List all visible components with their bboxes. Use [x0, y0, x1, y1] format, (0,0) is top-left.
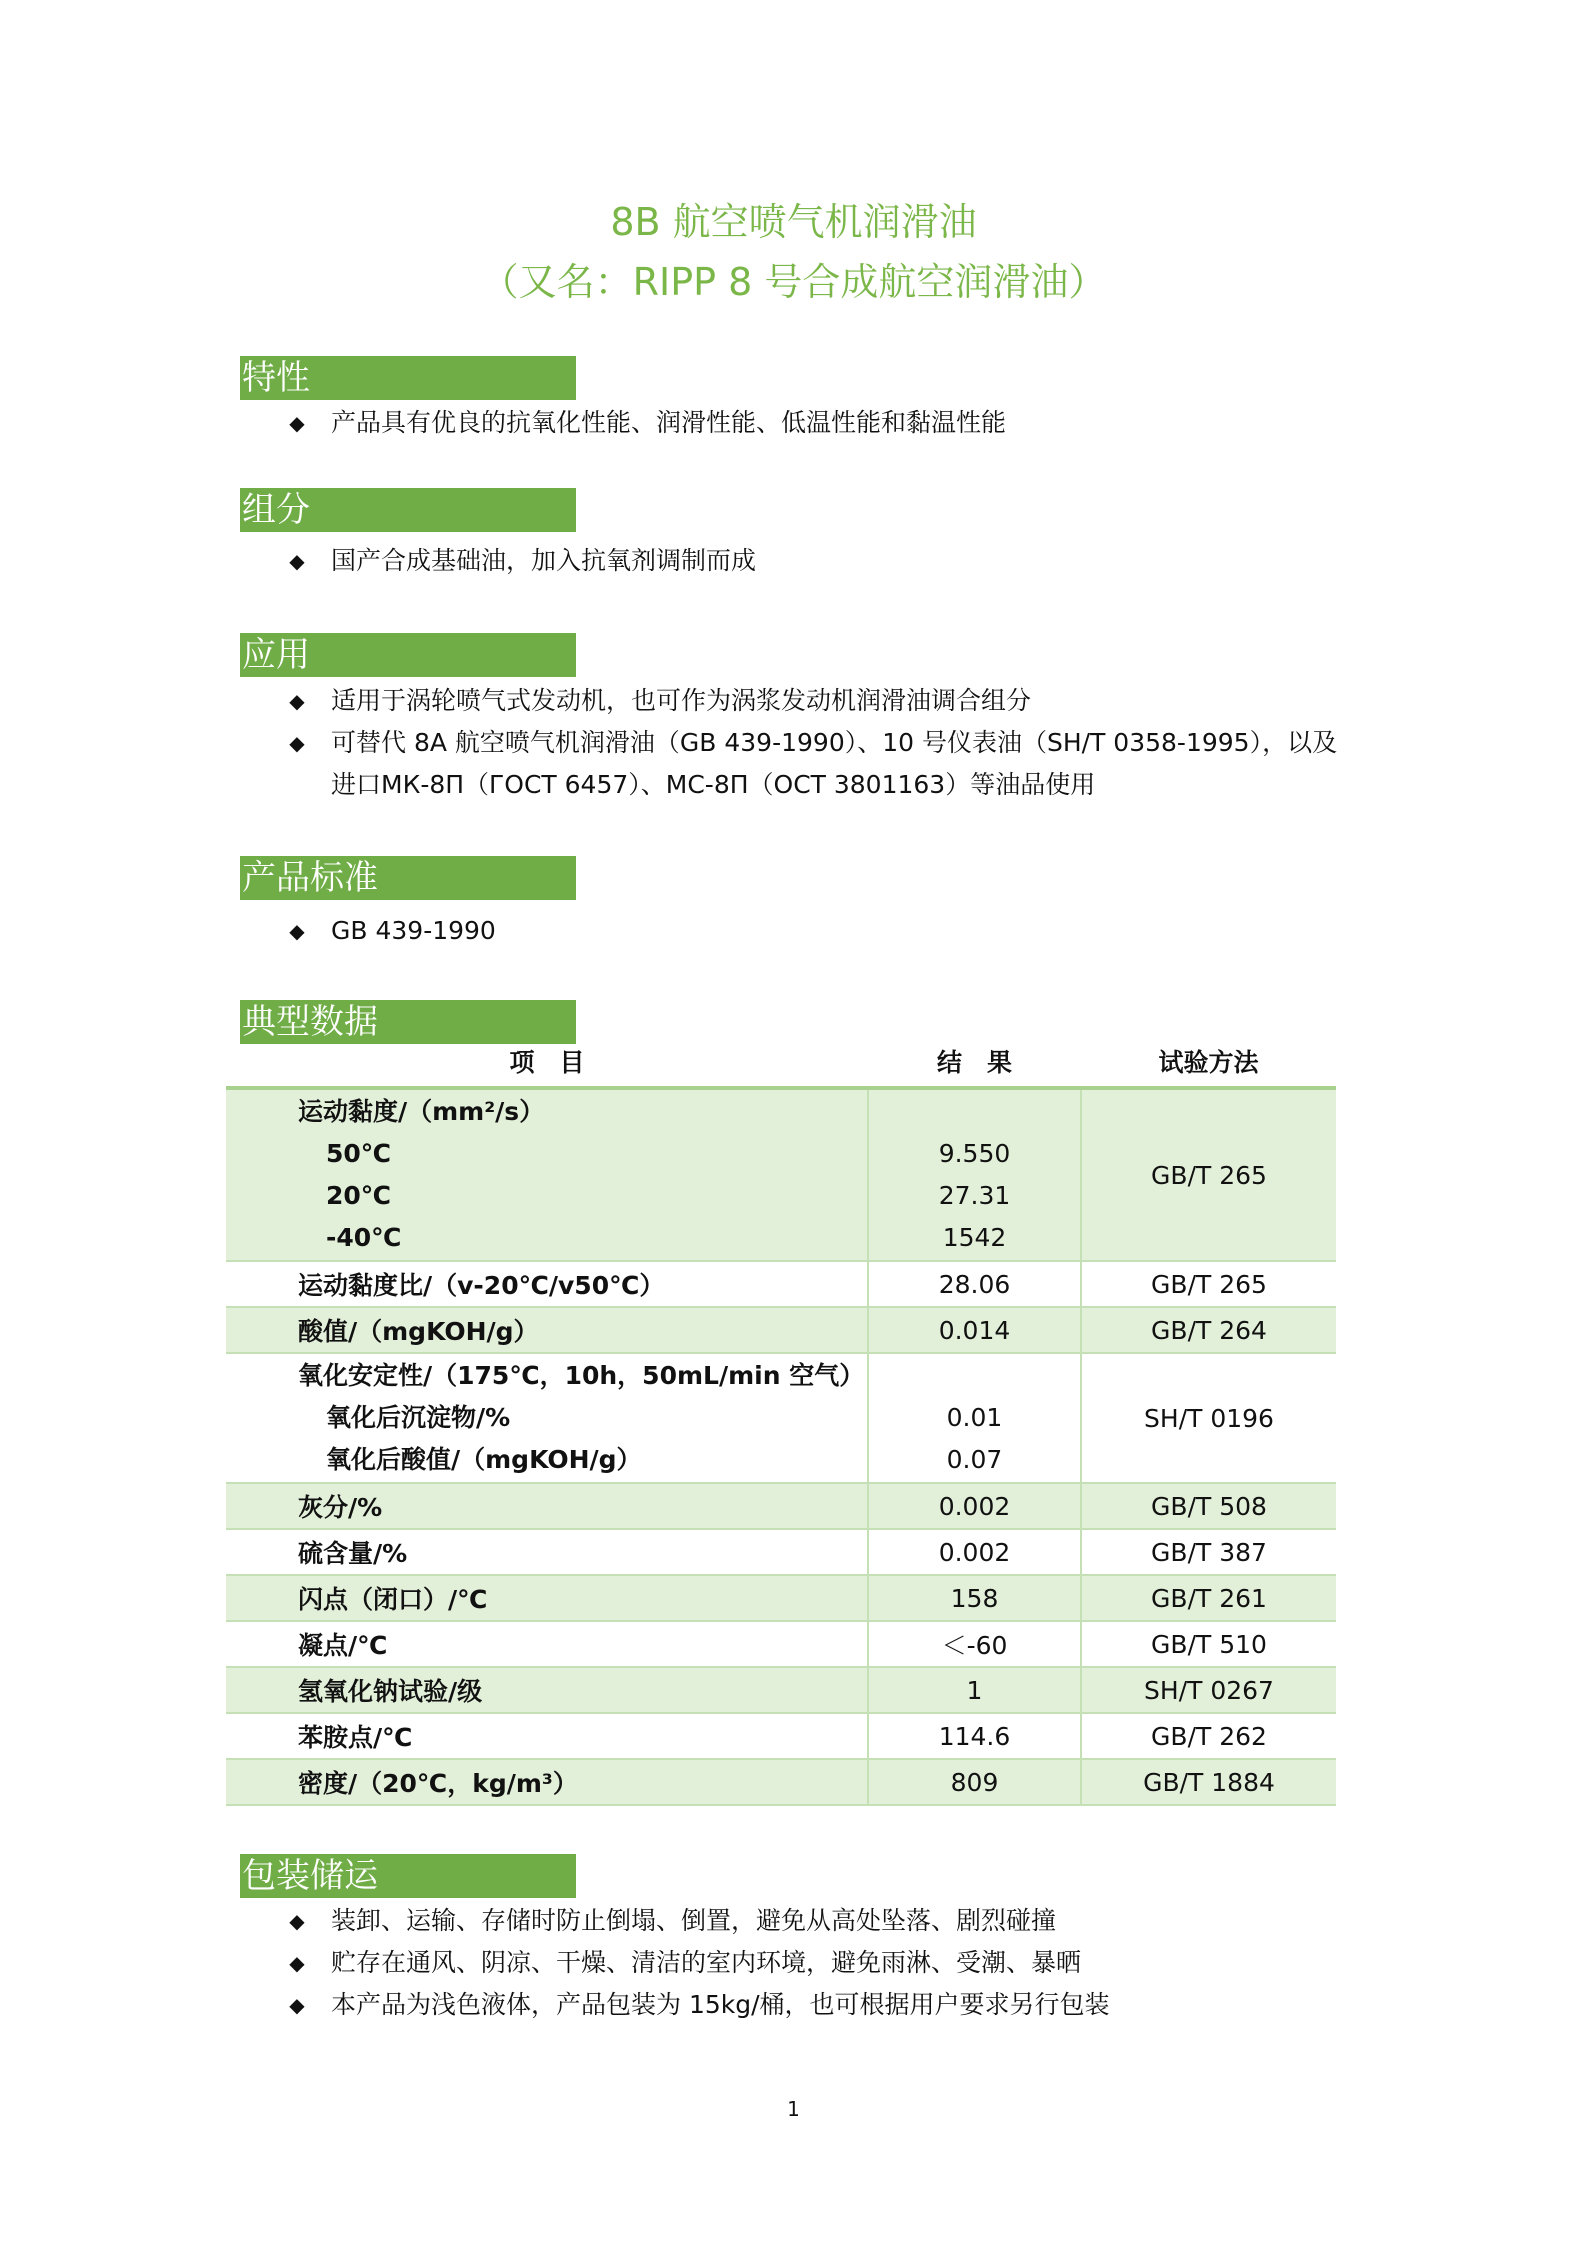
diamond-bullet-icon: ◆ — [289, 411, 305, 435]
diamond-bullet-icon: ◆ — [289, 1993, 305, 2017]
table-row: 酸值/（mgKOH/g） 0.014 GB/T 264 — [226, 1307, 1336, 1353]
table-row: 硫含量/% 0.002 GB/T 387 — [226, 1529, 1336, 1575]
typical-data-table — [226, 1035, 1336, 1806]
table-row: 苯胺点/℃ 114.6 GB/T 262 — [226, 1713, 1336, 1759]
page-number: 1 — [787, 2097, 800, 2121]
table-row: 密度/（20℃，kg/m³） 809 GB/T 1884 — [226, 1759, 1336, 1805]
table-row: 运动黏度比/（v-20℃/v50℃） 28.06 GB/T 265 — [226, 1261, 1336, 1307]
item-cell: 运动黏度/（mm²/s） 50℃ 20℃ -40℃ — [226, 1088, 868, 1261]
result-cell: 9.550 27.31 1542 — [868, 1088, 1081, 1261]
section-heading-packaging: 包装储运 — [240, 1854, 576, 1898]
method-cell: GB/T 265 — [1081, 1088, 1336, 1261]
document-title: 8B 航空喷气机润滑油 — [610, 200, 977, 244]
table-row-oxidation — [226, 1353, 1336, 1483]
method-cell: SH/T 0196 — [1081, 1353, 1336, 1483]
table-row: 氢氧化钠试验/级 1 SH/T 0267 — [226, 1667, 1336, 1713]
section-heading-properties: 特性 — [240, 356, 576, 400]
column-header-result: 结 果 — [868, 1035, 1081, 1088]
diamond-bullet-icon: ◆ — [289, 1909, 305, 1933]
table-header-row — [226, 1035, 1336, 1088]
document-page: 8B 航空喷气机润滑油 （又名：RIPP 8 号合成航空润滑油） 特性 ◆ 产品具有优良的抗氧化性能、润滑性能、低温性能和黏温性能 组分 ◆ 国产合成基础油，加入抗氧剂调制而成 应用 ◆ 适用于涡轮喷气式发动机，也可作为涡浆发动机润滑油调合组分 ◆ 可替代 8A 航空喷气机润滑油（GB 439-1990）、10 号仪表油（SH/T 0358-1995），以及 进口МК-8П（ГОСТ 6457）、МС-8П（ОСТ 3801163）等油品使用 产品标准 ◆ GB 439-1990 典型数据 项 目 结 果 试验方法 运动黏度/（mm²/s） 50℃ 20℃ -40℃ 9.550 27.31 1542 GB/T 265 运动黏度比/（v-20℃/v50℃） 28.06 GB/T 265 酸值/（mgKOH/g） 0.014 GB/T 264 氧化安定性/（175℃，10h，50mL/min 空气） 氧化后沉淀物/% 氧化后酸值/（mgKOH/g） 0.01 0.07 SH/T 0196 灰分/% 0.002 GB/T 508 硫含量/% 0.002 GB/T 387 闪点（闭口）/℃ 158 GB/T 261 凝点/℃ ＜-60 GB/T 510 氢氧化钠试验/级 1 SH/T 0267 苯胺点/℃ 114.6 GB/T 262 密度/（20℃，kg/m³） 809 GB/T 1884 包装储运 ◆ 装卸、运输、存储时防止倒塌、倒置，避免从高处坠落、剧烈碰撞 ◆ 贮存在通风、阴凉、干燥、清洁的室内环境，避免雨淋、受潮、暴晒 ◆ 本产品为浅色液体，产品包装为 15kg/桶，也可根据用户要求另行包装 1 — [0, 0, 1587, 2245]
section-heading-composition: 组分 — [240, 488, 576, 532]
table-row: 闪点（闭口）/℃ 158 GB/T 261 — [226, 1575, 1336, 1621]
diamond-bullet-icon: ◆ — [289, 731, 305, 755]
section-heading-typical-data: 典型数据 — [240, 1000, 576, 1044]
diamond-bullet-icon: ◆ — [289, 549, 305, 573]
section-heading-standard: 产品标准 — [240, 856, 576, 900]
diamond-bullet-icon: ◆ — [289, 1951, 305, 1975]
column-header-item: 项 目 — [226, 1035, 868, 1088]
result-cell: 0.01 0.07 — [868, 1353, 1081, 1483]
document-subtitle: （又名：RIPP 8 号合成航空润滑油） — [480, 260, 1107, 304]
table-row: 灰分/% 0.002 GB/T 508 — [226, 1483, 1336, 1529]
item-cell: 氧化安定性/（175℃，10h，50mL/min 空气） 氧化后沉淀物/% 氧化后酸值/（mgKOH/g） — [226, 1353, 868, 1483]
table-row-viscosity — [226, 1088, 1336, 1261]
table-row: 凝点/℃ ＜-60 GB/T 510 — [226, 1621, 1336, 1667]
diamond-bullet-icon: ◆ — [289, 689, 305, 713]
diamond-bullet-icon: ◆ — [289, 919, 305, 943]
column-header-method: 试验方法 — [1081, 1035, 1336, 1088]
section-heading-application: 应用 — [240, 633, 576, 677]
